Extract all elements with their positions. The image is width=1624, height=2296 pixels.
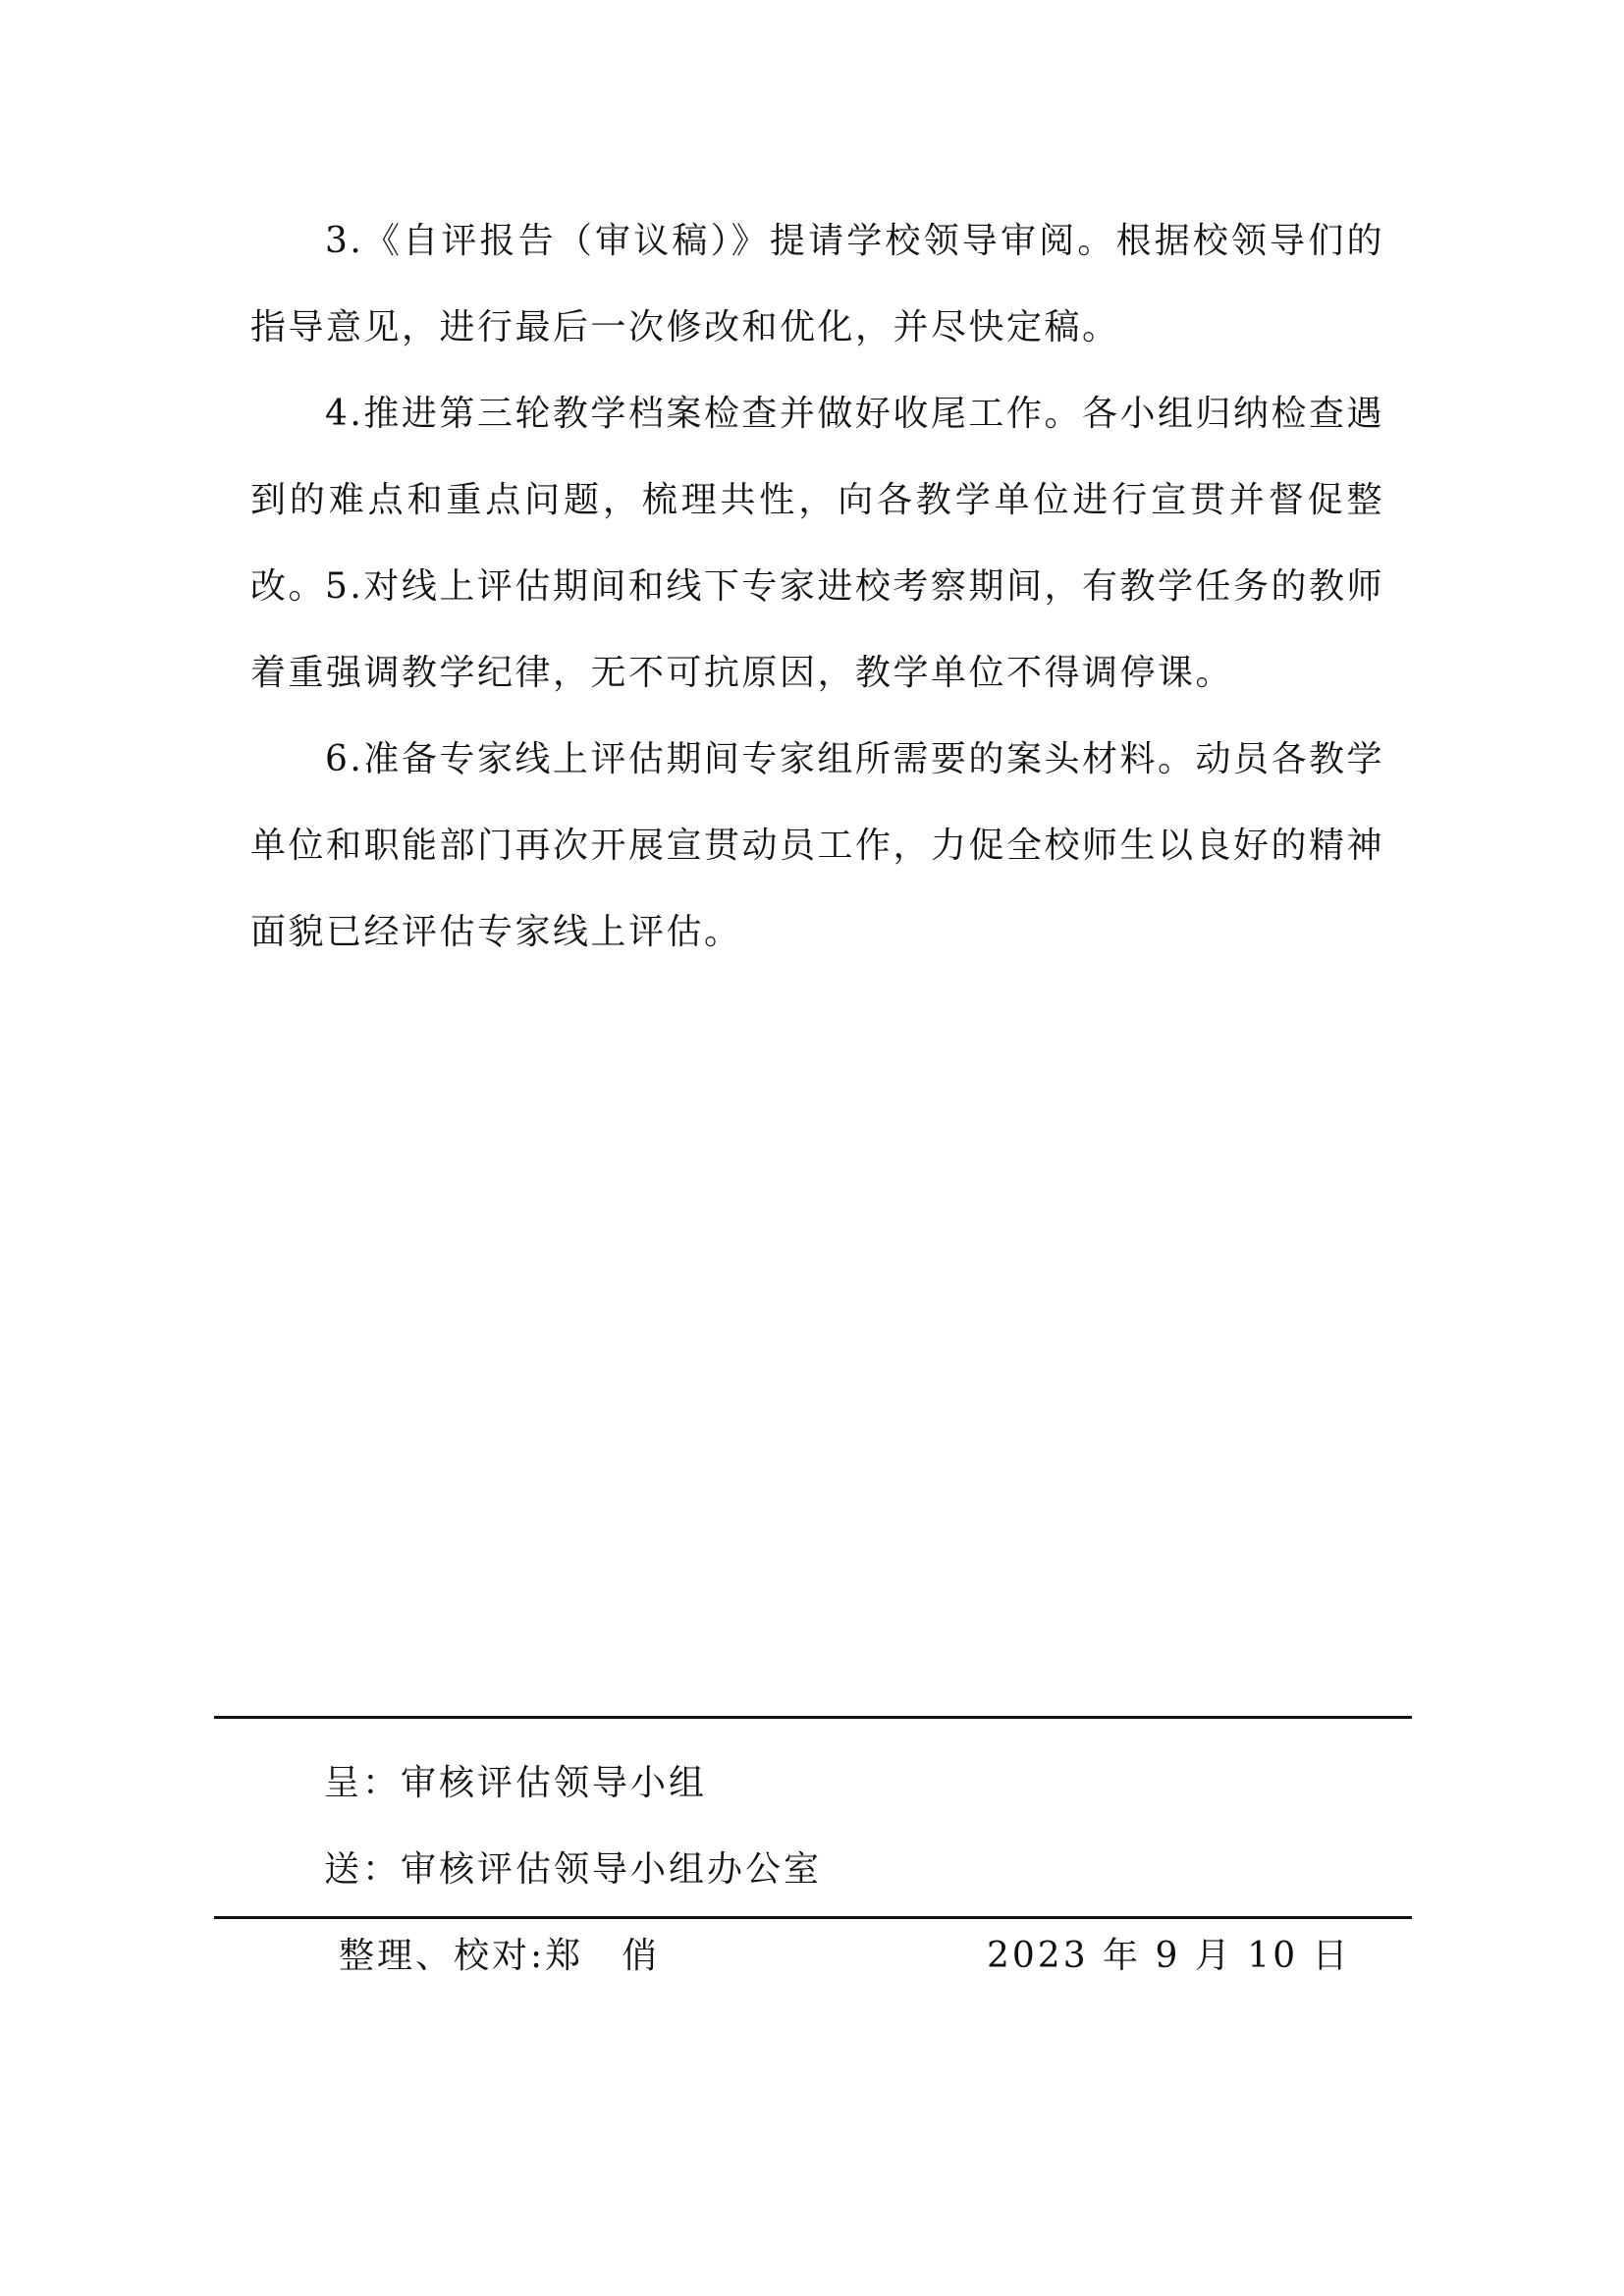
editor-line: 整理、校对:郑 俏 <box>339 1936 661 1976</box>
body-paragraph-3: 3.《自评报告（审议稿）》提请学校领导审阅。根据校领导们的指导意见，进行最后一次修改和优化，并尽快定稿。 <box>250 221 1384 347</box>
recipient-line: 呈：审核评估领导小组 <box>324 1763 708 1803</box>
copy-to-line: 送：审核评估领导小组办公室 <box>324 1849 823 1890</box>
body-paragraph-5: 5.对线上评估期间和线下专家进校考察期间，有教学任务的教师着重强调教学纪律，无不可抗原因，教学单位不得调停课。 <box>250 566 1384 693</box>
footer-top-rule <box>214 1716 1412 1719</box>
body-paragraph-6: 6.准备专家线上评估期间专家组所需要的案头材料。动员各教学单位和职能部门再次开展宣贯动员工作，力促全校师生以良好的精神面貌已经评估专家线上评估。 <box>250 739 1385 952</box>
body-paragraph-4: 4.推进第三轮教学档案检查并做好收尾工作。各小组归纳检查遇到的难点和重点问题，梳理共性，向各教学单位进行宣贯并督促整改。 <box>250 394 1384 607</box>
issue-date: 2023 年 9 月 10 日 <box>987 1936 1351 1976</box>
footer-bottom-rule <box>214 1916 1412 1919</box>
